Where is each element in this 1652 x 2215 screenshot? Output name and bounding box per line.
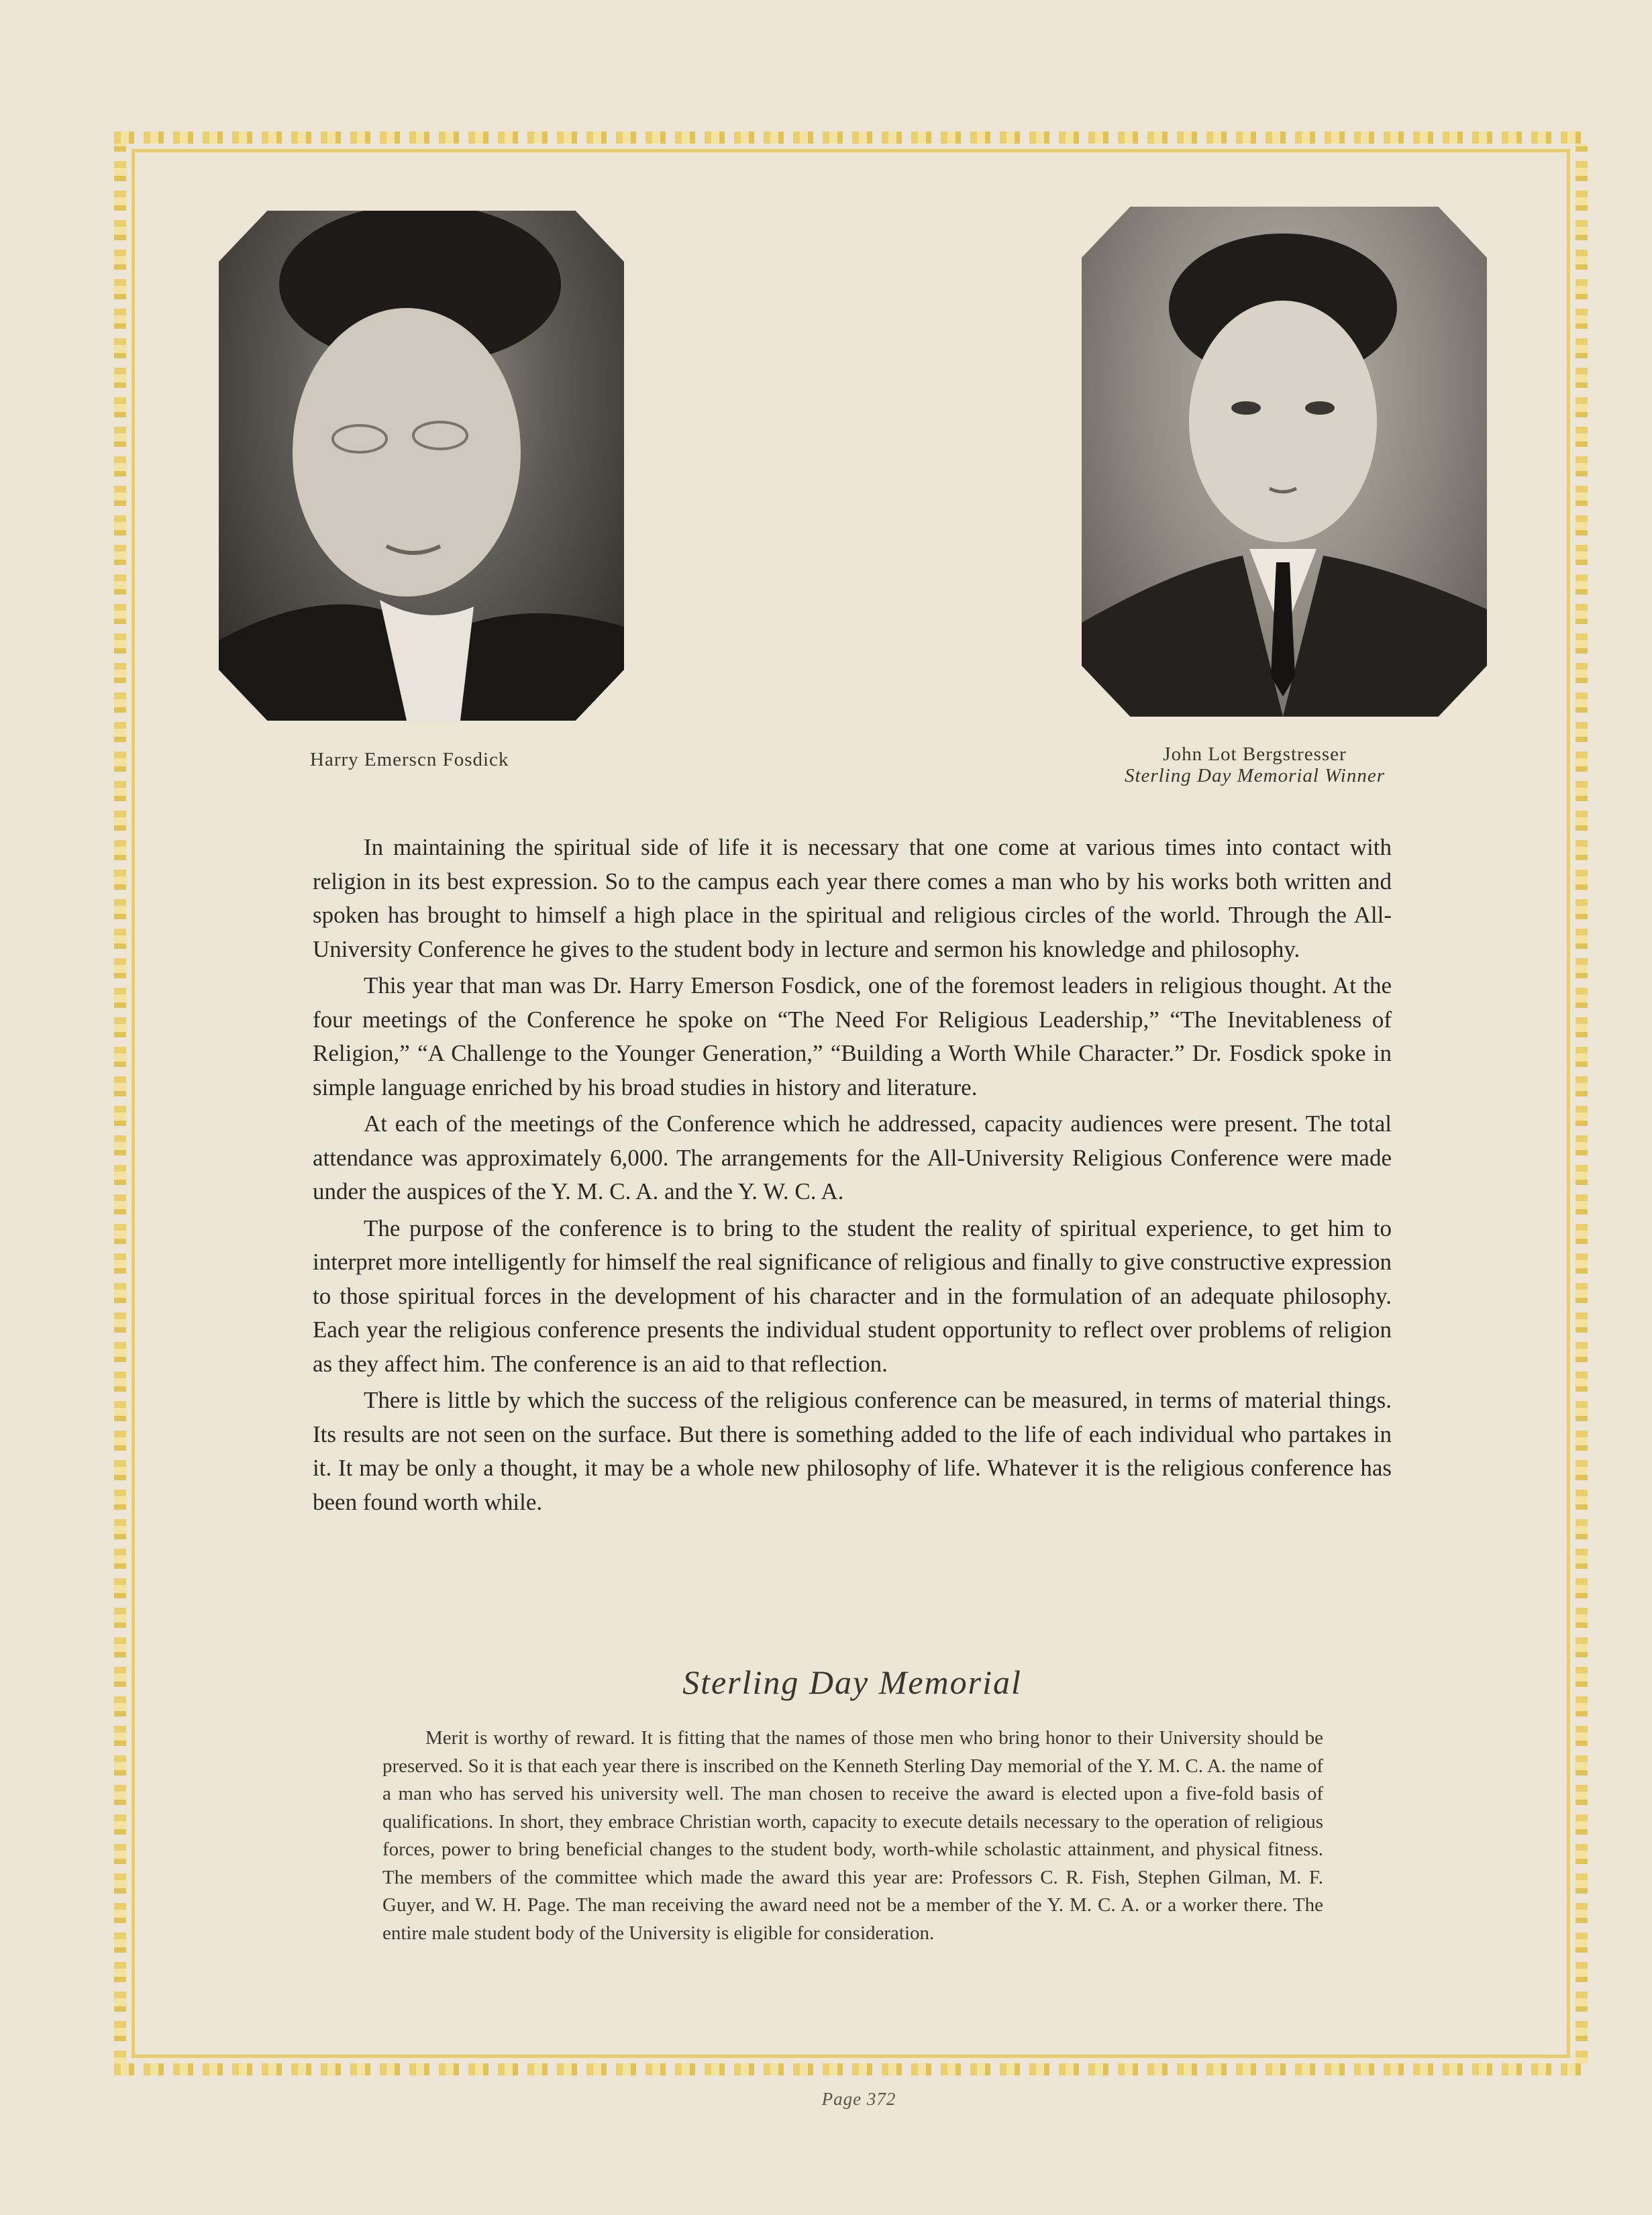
article-paragraph: There is little by which the success of the religious conference can be measured, in terms of material things. Its results are not seen on the surface. But there is something added to the life of each individual who partakes in it. It may be only a thought, it may be a whole new philosophy of life. Whatever it is the religious conference has been found worth while. [313,1387,1392,1515]
portrait-bergstresser-photo [1082,207,1487,717]
memorial-paragraph: Merit is worthy of reward. It is fitting that the names of those men who bring honor to their University should be preserved. So it is that each year there is inscribed on the Kenneth Sterling Day memorial of the Y. M. C. A. the name of a man who has served his university well. The man chosen to receive the award is elected upon a five-fold basis of qualifications. In short, they embrace Christian worth, capacity to execute details necessary to the operation of religious forces, power to bring beneficial changes to the student body, worth-while scholastic attainment, and physical fitness. The members of the committee which made the award this year are: Professors C. R. Fish, Stephen Gilman, M. F. Guyer, and W. H. Page. The man receiving the award need not be a member of the Y. M. C. A. or a worker there. The entire male student body of the University is eligible for consideration. [382,1727,1323,1944]
caption-fosdick: Harry Emersсn Fosdick [310,749,509,770]
portrait-fosdick-photo [219,211,624,721]
article-body [313,831,1392,1522]
article-paragraph: In maintaining the spiritual side of life it is necessary that one come at various times into contact with religion in its best expression. So to the campus each year there comes a man who by his works both written and spoken has brought to himself a high place in the spiritual and religious circles of the world. Through the All-University Conference he gives to the student body in lecture and sermon his knowledge and philosophy. [313,834,1392,962]
memorial-body [382,1724,1323,1947]
caption-award-title: Sterling Day Memorial Winner [1124,765,1386,786]
page-number: Page 372 [821,2089,896,2109]
caption-bergstresser: John Lot Bergstresser [1163,743,1347,765]
article-paragraph: This year that man was Dr. Harry Emerson Fosdick, one of the foremost leaders in religious thought. At the four meetings of the Conference he spoke on “The Need For Religious Leadership,” “The Inevitableness of Religion,” “A Challenge to the Younger Generation,” “Building a Worth While Character.” Dr. Fosdick spoke in simple language enriched by his broad studies in history and literature. [313,972,1392,1100]
article-paragraph: The purpose of the conference is to bring to the student the reality of spiritual experience, to get him to interpret more intelligently for himself the real significance of religious and finally to give constructive expression to those spiritual forces in the development of his character and in the formulation of an adequate philosophy. Each year the religious conference presents the individual student opportunity to reflect over problems of religion as they affect him. The conference is an aid to that reflection. [313,1215,1392,1377]
memorial-heading: Sterling Day Memorial [682,1663,1022,1701]
article-paragraph: At each of the meetings of the Conference which he addressed, capacity audiences were present. The total attendance was approximately 6,000. The arrangements for the All-University Religious Conference were made under the auspices of the Y. M. C. A. and the Y. W. C. A. [313,1111,1392,1204]
